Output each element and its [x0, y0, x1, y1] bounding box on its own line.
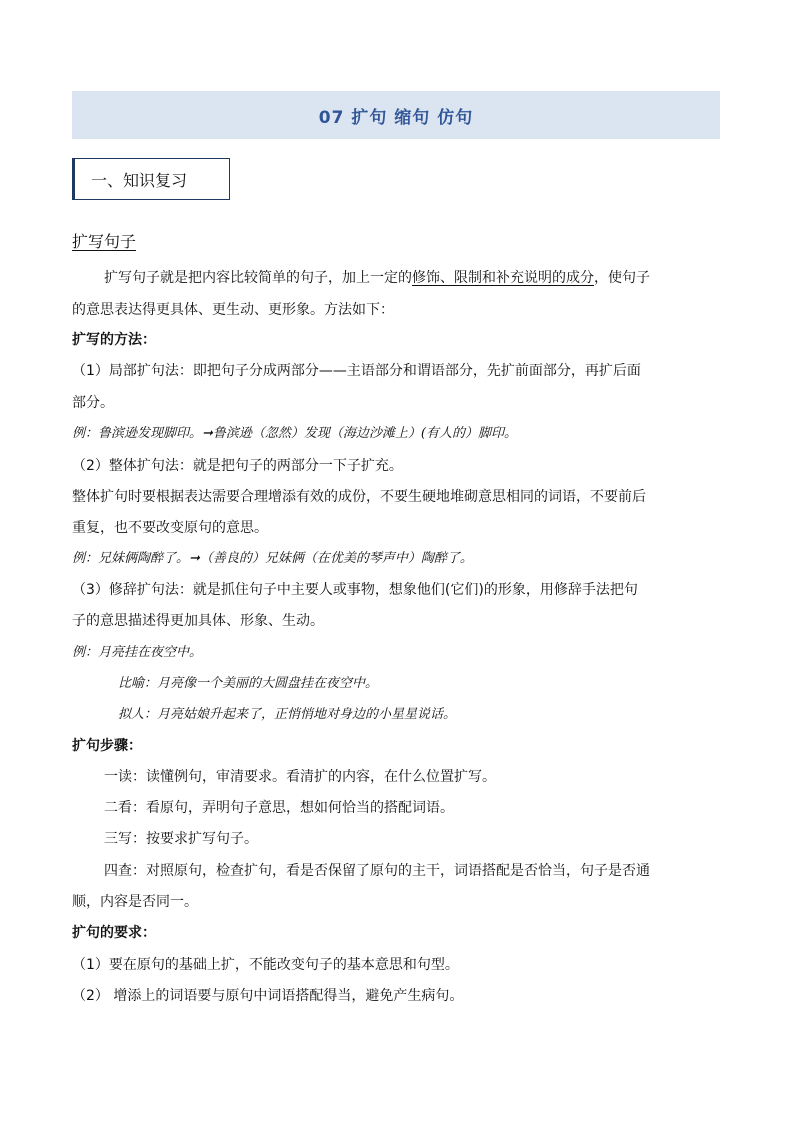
- step-2: 二看：看原句，弄明句子意思，想如何恰当的搭配词语。: [104, 800, 454, 816]
- step-4-line-2: 顺，内容是否同一。: [72, 894, 198, 910]
- method-3-example: 例：月亮挂在夜空中。: [72, 645, 203, 660]
- method-2: （2）整体扩句法：就是把句子的两部分一下子扩充。: [72, 458, 403, 474]
- intro-text-b: ，使句子: [594, 270, 650, 286]
- method-2-note-1: 整体扩句时要根据表达需要合理增添有效的成份，不要生硬地堆砌意思相同的词语，不要前后: [72, 489, 646, 505]
- requirement-1: （1）要在原句的基础上扩，不能改变句子的基本意思和句型。: [72, 957, 459, 973]
- section-heading-box: [72, 158, 230, 200]
- method-1-line-2: 部分。: [72, 395, 114, 411]
- method-3-simile: 比喻：月亮像一个美丽的大圆盘挂在夜空中。: [118, 676, 379, 691]
- method-2-example: 例：兄妹俩陶醉了。➞（善良的）兄妹俩（在优美的琴声中）陶醉了。: [72, 551, 473, 566]
- method-1-example: 例：鲁滨逊发现脚印。➞鲁滨逊（忽然）发现（海边沙滩上）(有人的）脚印。: [72, 426, 517, 441]
- intro-line-1: [72, 268, 754, 288]
- section-heading: 一、知识复习: [91, 170, 188, 190]
- method-2-note-2: 重复，也不要改变原句的意思。: [72, 520, 268, 536]
- intro-text-a: 扩写句子就是把内容比较简单的句子，加上一定的: [104, 270, 412, 286]
- step-4-line-1: 四查：对照原句，检查扩句，看是否保留了原句的主干，词语搭配是否恰当，句子是否通: [104, 863, 650, 879]
- method-3-line-2: 子的意思描述得更加具体、形象、生动。: [72, 613, 324, 629]
- method-1-line-1: （1）局部扩句法：即把句子分成两部分——主语部分和谓语部分，先扩前面部分，再扩后面: [72, 363, 641, 379]
- step-1: 一读：读懂例句，审清要求。看清扩的内容，在什么位置扩写。: [104, 769, 496, 785]
- intro-line-2: 的意思表达得更具体、更生动、更形象。方法如下：: [72, 302, 394, 318]
- method-3-personification: 拟人：月亮姑娘升起来了，正悄悄地对身边的小星星说话。: [118, 707, 457, 722]
- step-3: 三写：按要求扩写句子。: [104, 831, 258, 847]
- steps-label: 扩句步骤：: [72, 738, 142, 754]
- requirements-label: 扩句的要求：: [72, 925, 156, 941]
- page-title: 07 扩句 缩句 仿句: [318, 107, 474, 128]
- intro-underlined: 修饰、限制和补充说明的成分: [412, 270, 594, 286]
- methods-label: 扩写的方法：: [72, 332, 156, 348]
- subheading: 扩写句子: [72, 232, 137, 251]
- requirement-2: （2） 增添上的词语要与原句中词语搭配得当，避免产生病句。: [72, 988, 464, 1004]
- title-banner: [72, 91, 720, 139]
- method-3-line-1: （3）修辞扩句法：就是抓住句子中主要人或事物，想象他们(它们)的形象，用修辞手法把句: [72, 582, 638, 598]
